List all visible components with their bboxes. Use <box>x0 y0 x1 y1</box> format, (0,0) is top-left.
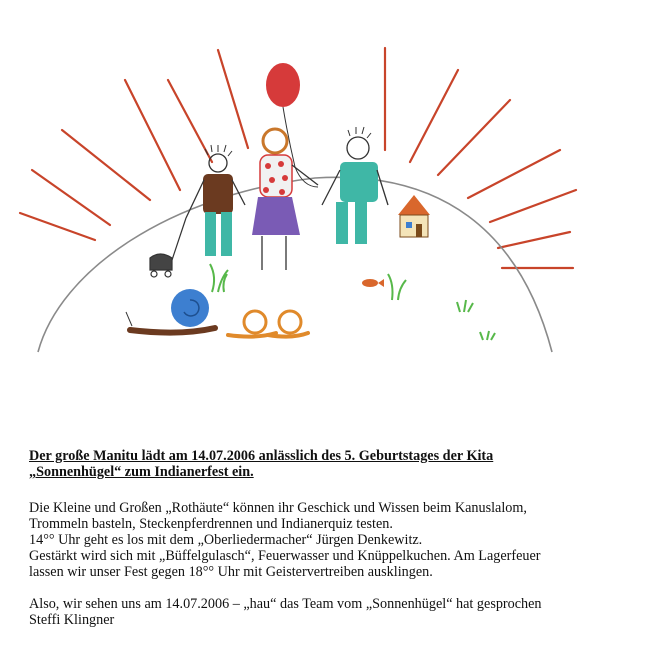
invitation-body <box>29 500 639 628</box>
body-line-5: lassen wir unser Fest gegen 18°° Uhr mit Geistervertreiben ausklingen. <box>29 564 433 580</box>
child-figure-right <box>322 127 388 244</box>
heading-line-1: Der große Manitu lädt am 14.07.2006 anlässlich des 5. Geburtstages der Kita <box>29 448 494 464</box>
invitation-text <box>29 448 639 628</box>
heading-line-2: „Sonnenhügel“ zum Indianerfest ein. <box>29 464 254 480</box>
snail-icon-orange <box>228 311 308 337</box>
body-line-3: 14°° Uhr geht es los mit dem „Oberliedermacher“ Jürgen Denkewitz. <box>29 532 423 548</box>
house-icon <box>398 195 430 237</box>
invitation-heading <box>29 448 639 480</box>
snail-icon-blue <box>126 289 215 333</box>
hill-outline <box>38 177 552 352</box>
fish-icon <box>362 279 384 287</box>
body-line-1: Die Kleine und Großen „Rothäute“ können ihr Geschick und Wissen beim Kanuslalom, <box>29 500 527 516</box>
closing-line: Also, wir sehen uns am 14.07.2006 – „hau“ das Team vom „Sonnenhügel“ hat gesprochen <box>29 596 542 612</box>
child-figure-middle <box>252 129 318 270</box>
signature: Steffi Klingner <box>29 612 115 628</box>
flower-icons <box>210 264 495 340</box>
child-figure-left <box>186 145 245 256</box>
body-line-4: Gestärkt wird sich mit „Büffelgulasch“, Feuerwasser und Knüppelkuchen. Am Lagerfeuer <box>29 548 541 564</box>
body-line-2: Trommeln basteln, Steckenpferdrennen und Indianerquiz testen. <box>29 516 393 532</box>
